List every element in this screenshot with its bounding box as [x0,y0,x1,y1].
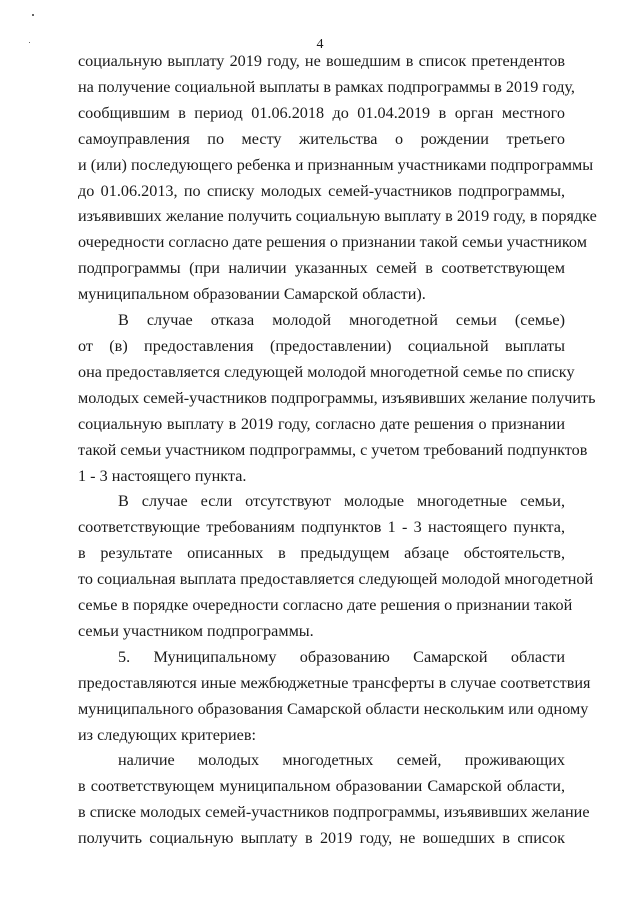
text-line: получить социальную выплату в 2019 году, не вошедших в список [78,829,565,848]
text-line: она предоставляется следующей молодой многодетной семье по списку [78,362,575,381]
text-line: в списке молодых семей-участников подпрограммы, изъявивших желание [78,803,590,822]
text-line: и (или) последующего ребенка и признанным участниками подпрограммы [78,155,594,174]
text-line: от (в) предоставления (предоставлении) социальной выплаты [78,336,565,355]
text-line: в соответствующем муниципальном образовании Самарской области, [78,777,565,796]
text-line: самоуправления по месту жительства о рождении третьего [78,129,565,148]
scan-speck [32,14,34,16]
paragraph [78,49,597,308]
text-line: до 01.06.2013, по списку молодых семей-участников подпрограммы, [78,181,565,200]
text-line: 5. Муниципальному образованию Самарской области [118,647,565,666]
text-line: то социальная выплата предоставляется следующей молодой многодетной [78,570,594,589]
text-line: на получение социальной выплаты в рамках подпрограммы в 2019 году, [78,77,575,96]
text-line: подпрограммы (при наличии указанных семей в соответствующем [78,259,565,278]
paragraph [78,489,594,644]
paragraph [78,645,591,749]
text-line: такой семьи участником подпрограммы, с учетом требований подпунктов [78,440,588,459]
text-line: молодых семей-участников подпрограммы, изъявивших желание получить [78,388,596,407]
text-line: семьи участником подпрограммы. [78,621,314,640]
text-line: наличие молодых многодетных семей, проживающих [118,751,565,770]
document-body [78,49,597,852]
text-line: социальную выплату в 2019 году, согласно дате решения о признании [78,414,565,433]
text-line: муниципальном образовании Самарской области). [78,285,426,304]
text-line: изъявивших желание получить социальную выплату в 2019 году, в порядке [78,207,597,226]
text-line: из следующих критериев: [78,725,256,744]
paragraph [78,748,590,852]
text-line: предоставляются иные межбюджетные трансферты в случае соответствия [78,673,591,692]
text-line: В случае если отсутствуют молодые многодетные семьи, [118,492,565,511]
text-line: В случае отказа молодой многодетной семьи (семье) [118,311,565,330]
page-number: 4 [316,37,324,52]
text-line: муниципального образования Самарской области нескольким или одному [78,699,589,718]
text-line: очередности согласно дате решения о признании такой семьи участником [78,233,587,252]
text-line: соответствующие требованиям подпунктов 1 - 3 настоящего пункта, [78,518,565,537]
text-line: семье в порядке очередности согласно дате решения о признании такой [78,596,573,615]
text-line: в результате описанных в предыдущем абзаце обстоятельств, [78,544,565,563]
text-line: социальную выплату 2019 году, не вошедшим в список претендентов [78,52,565,70]
text-line: сообщившим в период 01.06.2018 до 01.04.2019 в орган местного [78,103,565,122]
text-line: 1 - 3 настоящего пункта. [78,466,247,485]
paragraph [78,308,596,489]
